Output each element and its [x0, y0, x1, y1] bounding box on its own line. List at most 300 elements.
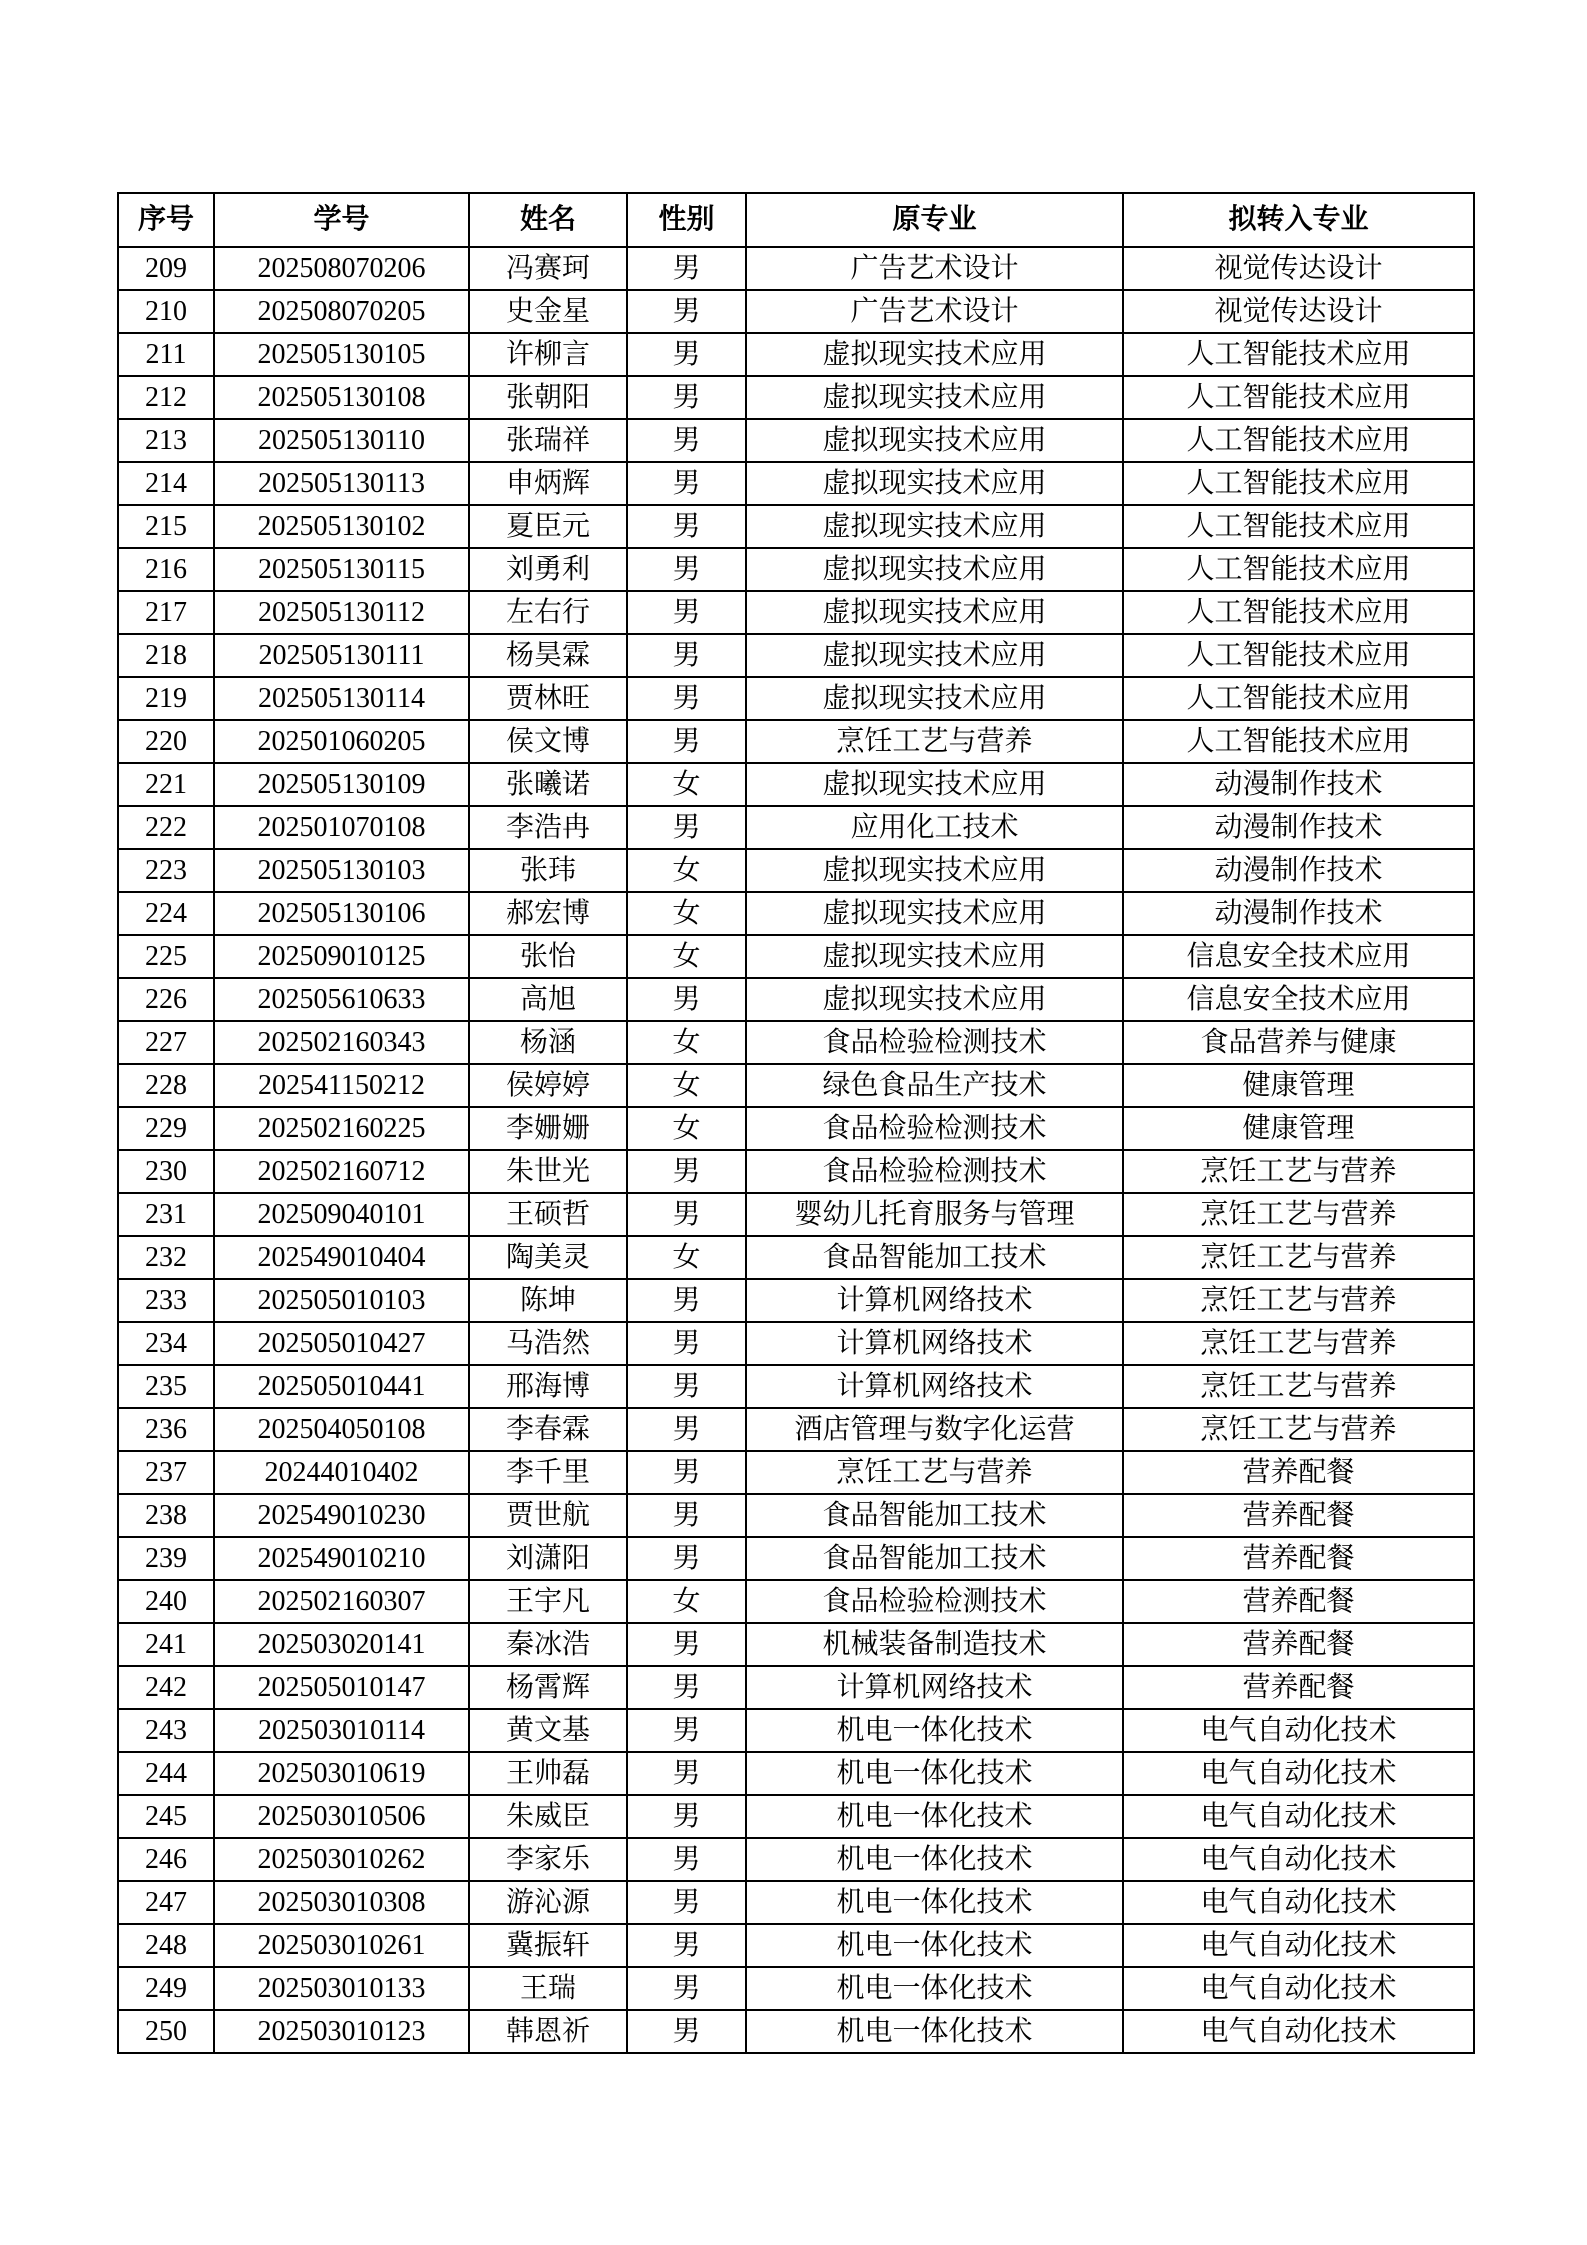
cell-index: 227 — [118, 1021, 214, 1064]
cell-student-id: 202504050108 — [214, 1408, 469, 1451]
header-row — [118, 193, 1474, 247]
cell-student-id: 202505010147 — [214, 1666, 469, 1709]
cell-target-major: 烹饪工艺与营养 — [1123, 1150, 1474, 1193]
cell-student-id: 202503010308 — [214, 1881, 469, 1924]
cell-gender: 男 — [627, 591, 746, 634]
cell-name: 贾世航 — [469, 1494, 627, 1537]
cell-gender: 男 — [627, 1838, 746, 1881]
cell-index: 215 — [118, 505, 214, 548]
cell-index: 229 — [118, 1107, 214, 1150]
cell-original-major: 食品智能加工技术 — [746, 1537, 1123, 1580]
cell-name: 高旭 — [469, 978, 627, 1021]
cell-name: 许柳言 — [469, 333, 627, 376]
table-row — [118, 1236, 1474, 1279]
cell-name: 郝宏博 — [469, 892, 627, 935]
table-row — [118, 591, 1474, 634]
table-row — [118, 548, 1474, 591]
cell-gender: 男 — [627, 720, 746, 763]
cell-gender: 女 — [627, 763, 746, 806]
cell-gender: 男 — [627, 1623, 746, 1666]
table-row — [118, 1881, 1474, 1924]
cell-index: 245 — [118, 1795, 214, 1838]
cell-original-major: 虚拟现实技术应用 — [746, 548, 1123, 591]
cell-name: 韩恩祈 — [469, 2010, 627, 2053]
cell-target-major: 人工智能技术应用 — [1123, 505, 1474, 548]
cell-target-major: 电气自动化技术 — [1123, 1881, 1474, 1924]
cell-index: 228 — [118, 1064, 214, 1107]
cell-index: 249 — [118, 1967, 214, 2010]
cell-original-major: 机电一体化技术 — [746, 1881, 1123, 1924]
cell-target-major: 信息安全技术应用 — [1123, 978, 1474, 1021]
cell-target-major: 电气自动化技术 — [1123, 1709, 1474, 1752]
table-row — [118, 677, 1474, 720]
column-header-gender: 性别 — [627, 193, 746, 247]
table-row — [118, 763, 1474, 806]
cell-gender: 男 — [627, 1322, 746, 1365]
cell-student-id: 20244010402 — [214, 1451, 469, 1494]
cell-target-major: 人工智能技术应用 — [1123, 677, 1474, 720]
cell-original-major: 烹饪工艺与营养 — [746, 1451, 1123, 1494]
cell-target-major: 视觉传达设计 — [1123, 247, 1474, 290]
cell-name: 李姗姗 — [469, 1107, 627, 1150]
table-row — [118, 1408, 1474, 1451]
cell-index: 235 — [118, 1365, 214, 1408]
table-row — [118, 2010, 1474, 2053]
cell-gender: 男 — [627, 1881, 746, 1924]
column-header-name: 姓名 — [469, 193, 627, 247]
cell-name: 侯文博 — [469, 720, 627, 763]
table-row — [118, 1193, 1474, 1236]
cell-student-id: 202509040101 — [214, 1193, 469, 1236]
cell-original-major: 虚拟现实技术应用 — [746, 935, 1123, 978]
cell-target-major: 电气自动化技术 — [1123, 1752, 1474, 1795]
cell-index: 220 — [118, 720, 214, 763]
cell-name: 左右行 — [469, 591, 627, 634]
cell-student-id: 202505130103 — [214, 849, 469, 892]
cell-gender: 男 — [627, 505, 746, 548]
cell-original-major: 食品智能加工技术 — [746, 1494, 1123, 1537]
cell-name: 游沁源 — [469, 1881, 627, 1924]
cell-target-major: 电气自动化技术 — [1123, 1967, 1474, 2010]
cell-original-major: 机电一体化技术 — [746, 1967, 1123, 2010]
cell-index: 214 — [118, 462, 214, 505]
cell-original-major: 计算机网络技术 — [746, 1365, 1123, 1408]
cell-name: 杨霄辉 — [469, 1666, 627, 1709]
cell-gender: 男 — [627, 1193, 746, 1236]
cell-gender: 男 — [627, 290, 746, 333]
cell-name: 冯赛珂 — [469, 247, 627, 290]
table-row — [118, 1752, 1474, 1795]
student-transfer-table — [117, 192, 1475, 2054]
cell-target-major: 人工智能技术应用 — [1123, 591, 1474, 634]
cell-target-major: 营养配餐 — [1123, 1537, 1474, 1580]
table-row — [118, 333, 1474, 376]
cell-index: 224 — [118, 892, 214, 935]
cell-original-major: 计算机网络技术 — [746, 1279, 1123, 1322]
cell-name: 李春霖 — [469, 1408, 627, 1451]
column-header-original-major: 原专业 — [746, 193, 1123, 247]
cell-gender: 女 — [627, 1236, 746, 1279]
cell-index: 246 — [118, 1838, 214, 1881]
table-row — [118, 1924, 1474, 1967]
cell-target-major: 健康管理 — [1123, 1107, 1474, 1150]
table-row — [118, 1064, 1474, 1107]
cell-index: 231 — [118, 1193, 214, 1236]
cell-index: 243 — [118, 1709, 214, 1752]
cell-name: 王硕哲 — [469, 1193, 627, 1236]
table-row — [118, 1967, 1474, 2010]
cell-original-major: 虚拟现实技术应用 — [746, 677, 1123, 720]
cell-index: 213 — [118, 419, 214, 462]
cell-name: 朱世光 — [469, 1150, 627, 1193]
cell-index: 223 — [118, 849, 214, 892]
cell-name: 杨昊霖 — [469, 634, 627, 677]
cell-original-major: 广告艺术设计 — [746, 247, 1123, 290]
cell-target-major: 信息安全技术应用 — [1123, 935, 1474, 978]
cell-gender: 男 — [627, 1924, 746, 1967]
cell-target-major: 营养配餐 — [1123, 1451, 1474, 1494]
cell-name: 邢海博 — [469, 1365, 627, 1408]
cell-student-id: 202501060205 — [214, 720, 469, 763]
cell-index: 238 — [118, 1494, 214, 1537]
cell-index: 225 — [118, 935, 214, 978]
cell-gender: 女 — [627, 1580, 746, 1623]
table-row — [118, 376, 1474, 419]
cell-index: 250 — [118, 2010, 214, 2053]
cell-index: 230 — [118, 1150, 214, 1193]
cell-original-major: 机电一体化技术 — [746, 1924, 1123, 1967]
cell-target-major: 健康管理 — [1123, 1064, 1474, 1107]
cell-index: 222 — [118, 806, 214, 849]
table-row — [118, 1709, 1474, 1752]
cell-name: 王瑞 — [469, 1967, 627, 2010]
cell-target-major: 营养配餐 — [1123, 1494, 1474, 1537]
cell-original-major: 机械装备制造技术 — [746, 1623, 1123, 1666]
cell-student-id: 202505610633 — [214, 978, 469, 1021]
cell-name: 张玮 — [469, 849, 627, 892]
cell-student-id: 202549010404 — [214, 1236, 469, 1279]
cell-target-major: 烹饪工艺与营养 — [1123, 1279, 1474, 1322]
table-row — [118, 462, 1474, 505]
cell-gender: 男 — [627, 1537, 746, 1580]
cell-student-id: 202505010427 — [214, 1322, 469, 1365]
cell-original-major: 虚拟现实技术应用 — [746, 892, 1123, 935]
cell-gender: 男 — [627, 548, 746, 591]
cell-index: 242 — [118, 1666, 214, 1709]
cell-original-major: 虚拟现实技术应用 — [746, 591, 1123, 634]
cell-target-major: 动漫制作技术 — [1123, 763, 1474, 806]
cell-index: 232 — [118, 1236, 214, 1279]
cell-student-id: 202505130112 — [214, 591, 469, 634]
cell-student-id: 202503010262 — [214, 1838, 469, 1881]
cell-name: 史金星 — [469, 290, 627, 333]
cell-name: 李千里 — [469, 1451, 627, 1494]
cell-original-major: 食品检验检测技术 — [746, 1580, 1123, 1623]
table-row — [118, 247, 1474, 290]
table-row — [118, 892, 1474, 935]
cell-gender: 女 — [627, 849, 746, 892]
column-header-index: 序号 — [118, 193, 214, 247]
cell-name: 李浩冉 — [469, 806, 627, 849]
table-row — [118, 978, 1474, 1021]
table-row — [118, 1623, 1474, 1666]
cell-name: 张朝阳 — [469, 376, 627, 419]
cell-name: 李家乐 — [469, 1838, 627, 1881]
cell-index: 241 — [118, 1623, 214, 1666]
column-header-target-major: 拟转入专业 — [1123, 193, 1474, 247]
cell-student-id: 202505010103 — [214, 1279, 469, 1322]
cell-gender: 男 — [627, 634, 746, 677]
cell-name: 陶美灵 — [469, 1236, 627, 1279]
cell-name: 侯婷婷 — [469, 1064, 627, 1107]
cell-gender: 男 — [627, 376, 746, 419]
cell-original-major: 计算机网络技术 — [746, 1666, 1123, 1709]
cell-target-major: 食品营养与健康 — [1123, 1021, 1474, 1064]
cell-index: 211 — [118, 333, 214, 376]
cell-target-major: 营养配餐 — [1123, 1666, 1474, 1709]
cell-name: 贾林旺 — [469, 677, 627, 720]
cell-original-major: 应用化工技术 — [746, 806, 1123, 849]
cell-target-major: 人工智能技术应用 — [1123, 548, 1474, 591]
cell-original-major: 酒店管理与数字化运营 — [746, 1408, 1123, 1451]
cell-student-id: 202541150212 — [214, 1064, 469, 1107]
cell-target-major: 烹饪工艺与营养 — [1123, 1408, 1474, 1451]
table-row — [118, 1451, 1474, 1494]
cell-index: 237 — [118, 1451, 214, 1494]
cell-student-id: 202501070108 — [214, 806, 469, 849]
cell-target-major: 人工智能技术应用 — [1123, 720, 1474, 763]
cell-name: 黄文基 — [469, 1709, 627, 1752]
table-row — [118, 1666, 1474, 1709]
cell-name: 冀振轩 — [469, 1924, 627, 1967]
cell-target-major: 电气自动化技术 — [1123, 2010, 1474, 2053]
cell-original-major: 虚拟现实技术应用 — [746, 462, 1123, 505]
cell-target-major: 人工智能技术应用 — [1123, 376, 1474, 419]
cell-index: 209 — [118, 247, 214, 290]
cell-index: 239 — [118, 1537, 214, 1580]
cell-gender: 男 — [627, 1967, 746, 2010]
table-row — [118, 1150, 1474, 1193]
cell-name: 张瑞祥 — [469, 419, 627, 462]
table-row — [118, 634, 1474, 677]
cell-student-id: 202503010261 — [214, 1924, 469, 1967]
cell-index: 236 — [118, 1408, 214, 1451]
cell-index: 248 — [118, 1924, 214, 1967]
cell-gender: 男 — [627, 1408, 746, 1451]
cell-original-major: 食品智能加工技术 — [746, 1236, 1123, 1279]
cell-student-id: 202503010123 — [214, 2010, 469, 2053]
cell-index: 234 — [118, 1322, 214, 1365]
cell-name: 张曦诺 — [469, 763, 627, 806]
cell-gender: 男 — [627, 419, 746, 462]
cell-gender: 男 — [627, 247, 746, 290]
cell-student-id: 202505130108 — [214, 376, 469, 419]
cell-student-id: 202502160343 — [214, 1021, 469, 1064]
cell-original-major: 虚拟现实技术应用 — [746, 376, 1123, 419]
cell-gender: 男 — [627, 333, 746, 376]
cell-name: 陈坤 — [469, 1279, 627, 1322]
cell-original-major: 食品检验检测技术 — [746, 1107, 1123, 1150]
cell-target-major: 人工智能技术应用 — [1123, 333, 1474, 376]
cell-gender: 男 — [627, 1795, 746, 1838]
table-row — [118, 1795, 1474, 1838]
cell-target-major: 电气自动化技术 — [1123, 1795, 1474, 1838]
cell-original-major: 虚拟现实技术应用 — [746, 849, 1123, 892]
cell-student-id: 202503010133 — [214, 1967, 469, 2010]
table-row — [118, 1107, 1474, 1150]
cell-target-major: 电气自动化技术 — [1123, 1924, 1474, 1967]
table-row — [118, 290, 1474, 333]
cell-target-major: 烹饪工艺与营养 — [1123, 1365, 1474, 1408]
cell-original-major: 广告艺术设计 — [746, 290, 1123, 333]
cell-student-id: 202505130111 — [214, 634, 469, 677]
cell-student-id: 202508070206 — [214, 247, 469, 290]
cell-index: 218 — [118, 634, 214, 677]
cell-original-major: 绿色食品生产技术 — [746, 1064, 1123, 1107]
cell-name: 刘勇利 — [469, 548, 627, 591]
cell-name: 张怡 — [469, 935, 627, 978]
table-row — [118, 1322, 1474, 1365]
cell-index: 219 — [118, 677, 214, 720]
cell-gender: 男 — [627, 1752, 746, 1795]
cell-index: 216 — [118, 548, 214, 591]
cell-student-id: 202505130114 — [214, 677, 469, 720]
cell-student-id: 202509010125 — [214, 935, 469, 978]
table-row — [118, 1537, 1474, 1580]
table-body — [118, 247, 1474, 2053]
cell-original-major: 虚拟现实技术应用 — [746, 978, 1123, 1021]
cell-student-id: 202503010114 — [214, 1709, 469, 1752]
cell-gender: 女 — [627, 892, 746, 935]
table-header — [118, 193, 1474, 247]
cell-original-major: 机电一体化技术 — [746, 1752, 1123, 1795]
cell-gender: 男 — [627, 1494, 746, 1537]
cell-gender: 男 — [627, 1451, 746, 1494]
cell-name: 杨涵 — [469, 1021, 627, 1064]
cell-index: 221 — [118, 763, 214, 806]
cell-gender: 男 — [627, 462, 746, 505]
table-row — [118, 935, 1474, 978]
cell-gender: 男 — [627, 978, 746, 1021]
cell-original-major: 虚拟现实技术应用 — [746, 505, 1123, 548]
cell-target-major: 营养配餐 — [1123, 1623, 1474, 1666]
cell-original-major: 虚拟现实技术应用 — [746, 634, 1123, 677]
cell-original-major: 虚拟现实技术应用 — [746, 763, 1123, 806]
cell-name: 马浩然 — [469, 1322, 627, 1365]
cell-original-major: 虚拟现实技术应用 — [746, 333, 1123, 376]
cell-student-id: 202505130109 — [214, 763, 469, 806]
cell-gender: 女 — [627, 935, 746, 978]
cell-original-major: 烹饪工艺与营养 — [746, 720, 1123, 763]
cell-index: 217 — [118, 591, 214, 634]
cell-student-id: 202503020141 — [214, 1623, 469, 1666]
table-row — [118, 720, 1474, 763]
table-row — [118, 849, 1474, 892]
table-row — [118, 1365, 1474, 1408]
cell-student-id: 202505130105 — [214, 333, 469, 376]
cell-original-major: 婴幼儿托育服务与管理 — [746, 1193, 1123, 1236]
cell-original-major: 机电一体化技术 — [746, 1838, 1123, 1881]
cell-original-major: 虚拟现实技术应用 — [746, 419, 1123, 462]
table-row — [118, 1494, 1474, 1537]
cell-target-major: 动漫制作技术 — [1123, 892, 1474, 935]
cell-target-major: 人工智能技术应用 — [1123, 462, 1474, 505]
table-row — [118, 1279, 1474, 1322]
cell-gender: 女 — [627, 1021, 746, 1064]
cell-gender: 男 — [627, 677, 746, 720]
cell-original-major: 食品检验检测技术 — [746, 1021, 1123, 1064]
cell-original-major: 机电一体化技术 — [746, 2010, 1123, 2053]
cell-student-id: 202505010441 — [214, 1365, 469, 1408]
table-row — [118, 419, 1474, 462]
cell-gender: 男 — [627, 1279, 746, 1322]
cell-gender: 男 — [627, 2010, 746, 2053]
cell-student-id: 202502160225 — [214, 1107, 469, 1150]
cell-name: 申炳辉 — [469, 462, 627, 505]
cell-student-id: 202502160307 — [214, 1580, 469, 1623]
cell-gender: 男 — [627, 1666, 746, 1709]
cell-target-major: 人工智能技术应用 — [1123, 419, 1474, 462]
cell-student-id: 202549010230 — [214, 1494, 469, 1537]
cell-gender: 女 — [627, 1064, 746, 1107]
table-row — [118, 505, 1474, 548]
cell-student-id: 202549010210 — [214, 1537, 469, 1580]
cell-original-major: 机电一体化技术 — [746, 1709, 1123, 1752]
cell-index: 240 — [118, 1580, 214, 1623]
cell-index: 210 — [118, 290, 214, 333]
cell-name: 王宇凡 — [469, 1580, 627, 1623]
cell-original-major: 食品检验检测技术 — [746, 1150, 1123, 1193]
cell-student-id: 202505130113 — [214, 462, 469, 505]
table-row — [118, 806, 1474, 849]
cell-student-id: 202505130102 — [214, 505, 469, 548]
cell-original-major: 计算机网络技术 — [746, 1322, 1123, 1365]
cell-name: 夏臣元 — [469, 505, 627, 548]
cell-gender: 男 — [627, 1150, 746, 1193]
cell-original-major: 机电一体化技术 — [746, 1795, 1123, 1838]
table-row — [118, 1580, 1474, 1623]
cell-gender: 男 — [627, 1365, 746, 1408]
cell-index: 233 — [118, 1279, 214, 1322]
cell-index: 212 — [118, 376, 214, 419]
column-header-student-id: 学号 — [214, 193, 469, 247]
table-row — [118, 1021, 1474, 1064]
cell-name: 王帅磊 — [469, 1752, 627, 1795]
cell-student-id: 202508070205 — [214, 290, 469, 333]
cell-student-id: 202505130110 — [214, 419, 469, 462]
cell-gender: 男 — [627, 806, 746, 849]
cell-gender: 男 — [627, 1709, 746, 1752]
cell-index: 244 — [118, 1752, 214, 1795]
cell-student-id: 202503010506 — [214, 1795, 469, 1838]
cell-student-id: 202505130115 — [214, 548, 469, 591]
cell-student-id: 202502160712 — [214, 1150, 469, 1193]
cell-target-major: 营养配餐 — [1123, 1580, 1474, 1623]
cell-target-major: 电气自动化技术 — [1123, 1838, 1474, 1881]
cell-target-major: 烹饪工艺与营养 — [1123, 1193, 1474, 1236]
cell-target-major: 人工智能技术应用 — [1123, 634, 1474, 677]
cell-target-major: 烹饪工艺与营养 — [1123, 1236, 1474, 1279]
cell-index: 247 — [118, 1881, 214, 1924]
cell-index: 226 — [118, 978, 214, 1021]
cell-target-major: 视觉传达设计 — [1123, 290, 1474, 333]
cell-gender: 女 — [627, 1107, 746, 1150]
cell-target-major: 动漫制作技术 — [1123, 849, 1474, 892]
cell-student-id: 202505130106 — [214, 892, 469, 935]
cell-name: 刘潇阳 — [469, 1537, 627, 1580]
cell-target-major: 烹饪工艺与营养 — [1123, 1322, 1474, 1365]
cell-name: 秦冰浩 — [469, 1623, 627, 1666]
